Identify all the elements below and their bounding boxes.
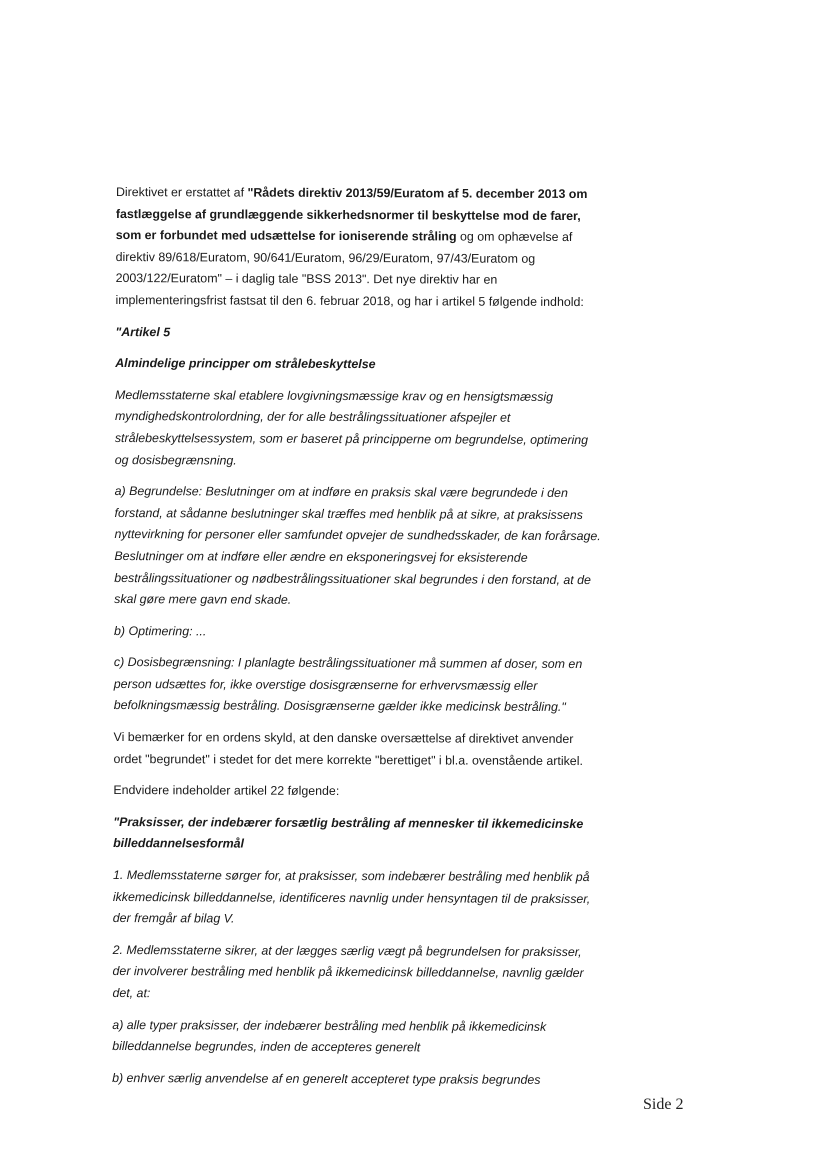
article-22-item-1: 1. Medlemsstaterne sørger for, at praksisser, som indebærer bestråling med henblik på ikkemedicinsk billeddannelse, identificeres navnlig under hensyntagen til de praksisser, der fremgår af bilag V. bbox=[112, 868, 591, 926]
article-5-subheading: Almindelige principper om strålebeskyttelse bbox=[115, 356, 376, 372]
article-22-item-b: b) enhver særlig anvendelse af en generelt accepteret type praksis begrundes bbox=[112, 1070, 541, 1087]
intro-paragraph bbox=[115, 182, 606, 314]
article-5-item-c: c) Dosisbegrænsning: I planlagte bestrålingssituationer må summen af doser, som en person udsættes for, ikke overstige dosisgrænserne for erhvervsmæssig eller befolkningsmæssig bestråling. Dosisgrænserne gælder ikke medicinsk bestråling." bbox=[113, 655, 583, 715]
intro-text: Direktivet er erstattet af bbox=[115, 184, 248, 200]
intro-text-continued: og om ophævelse af direktiv 89/618/Euratom, 90/641/Euratom, 96/29/Euratom, 97/43/Euratom og 2003/122/Euratom" – i daglig tale "BSS 2013". Det nye direktiv har en implementeringsfrist fastsat til den 6. februar 2018, og har i artikel 5 følgende indhold: bbox=[115, 229, 584, 310]
article-5-body: Medlemsstaterne skal etablere lovgivningsmæssige krav og en hensigtsmæssig myndighedskontrolordning, der for alle bestrålingssituationer afspejler et strålebeskyttelsessystem, som er baseret på principperne om begrundelse, optimering og dosisbegrænsning. bbox=[114, 387, 589, 468]
article-5-item-a: a) Begrundelse: Beslutninger om at indføre en praksis skal være begrundede i den forstand, at sådanne beslutninger skal træffes med henblik på at sikre, at praksissens nyttevirkning for personer eller samfundet opvejer de sundhedsskader, de kan forårsage. Beslutninger om at indføre eller ændre en eksponeringsvej for eksisterende bestrålingssituationer og nødbestrålingssituationer skal begrundes i den forstand, at de skal gøre mere gavn end skade. bbox=[114, 484, 601, 607]
article-22-heading: "Praksisser, der indebærer forsætlig bestråling af mennesker til ikkemedicinske billeddannelsesformål bbox=[113, 814, 584, 852]
article-5-heading: "Artikel 5 bbox=[115, 324, 171, 339]
article-5-item-b: b) Optimering: ... bbox=[114, 623, 207, 639]
page-number: Side 2 bbox=[643, 1096, 684, 1113]
translation-remark: Vi bemærker for en ordens skyld, at den danske oversættelse af direktivet anvender ordet "begrundet" i stedet for det mere korrekte "berettiget" i bl.a. ovenstående artikel. bbox=[113, 730, 583, 768]
document-body bbox=[112, 182, 606, 1102]
directive-title: "Rådets direktiv 2013/59/Euratom af 5. december 2013 om fastlæggelse af grundlæggende sikkerhedsnormer til beskyttelse mod de farer, som er forbundet med udsættelse for ioniserende stråling bbox=[115, 185, 588, 244]
article-22-item-a: a) alle typer praksisser, der indebærer bestråling med henblik på ikkemedicinsk billeddannelse begrundes, inden de accepteres generelt bbox=[112, 1017, 547, 1055]
article-22-item-2: 2. Medlemsstaterne sikrer, at der lægges særlig vægt på begrundelsen for praksisser, der involverer bestråling med henblik på ikkemedicinsk billeddannelse, navnlig gælder det, at: bbox=[112, 942, 584, 1001]
article-22-intro: Endvidere indeholder artikel 22 følgende: bbox=[113, 783, 340, 799]
